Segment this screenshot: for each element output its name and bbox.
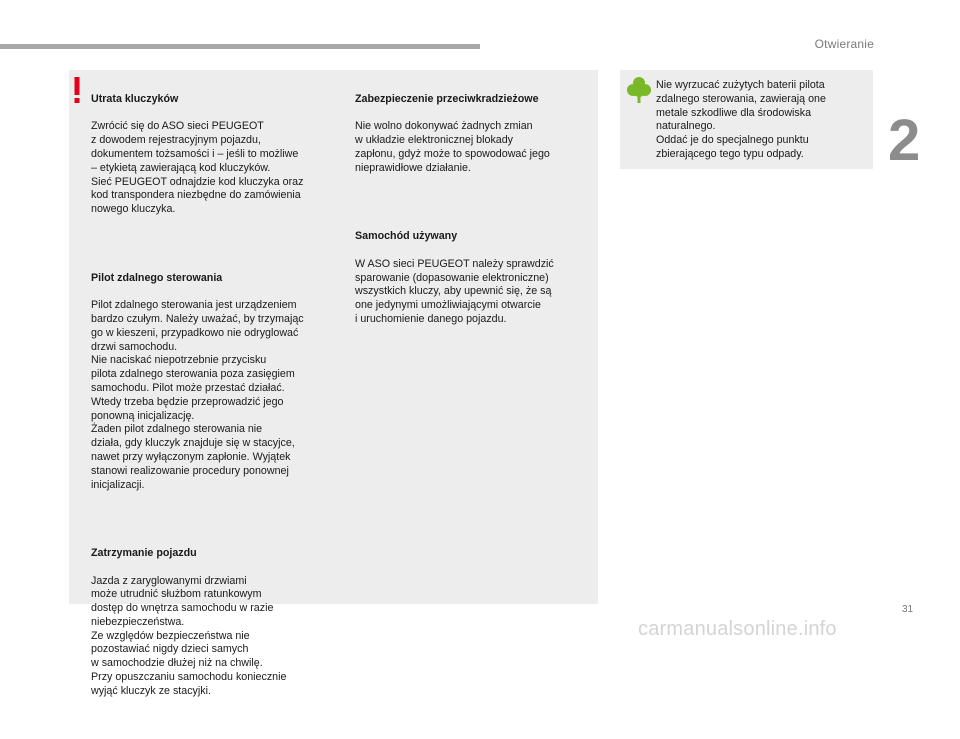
chapter-number: 2 [888, 108, 921, 173]
top-rule [0, 44, 480, 49]
vehicle-stop-block [91, 533, 341, 712]
remote-control-text: Pilot zdalnego sterowania jest urządzeniem bardzo czułym. Należy uważać, by trzymając go w kieszeni, przypadkowo nie odryglować drzwi samochodu. Nie naciskać niepotrzebnie przycisku pilota zdalnego sterowania poza zasięgiem samochodu. Pilot może przestać działać. Wtedy trzeba będzie przeprowadzić jego ponowną inicjalizację. Żaden pilot zdalnego sterowania nie działa, gdy kluczyk znajduje się w stacyjce, nawet przy wyłączonym zapłonie. Wyjątek stanowi realizowanie procedury ponownej inicjalizacji. [91, 299, 304, 491]
used-car-block [355, 216, 590, 340]
remote-control-title: Pilot zdalnego sterowania [91, 271, 223, 284]
remote-control-block [91, 258, 341, 506]
tree-icon [627, 77, 651, 103]
eco-note [656, 79, 868, 162]
lost-keys-text: Zwrócić się do ASO sieci PEUGEOT z dowodem rejestracyjnym pojazdu, dokumentem tożsamości i – jeśli to możliwe – etykietą zawierającą kod kluczyków. Sieć PEUGEOT odnajdzie kod kluczyka oraz kod transpondera niezbędne do zamówienia nowego kluczyka. [91, 120, 304, 216]
anti-theft-title: Zabezpieczenie przeciwkradzieżowe [355, 92, 539, 105]
middle-column [355, 79, 590, 368]
anti-theft-text: Nie wolno dokonywać żadnych zmian w układzie elektronicznej blokady zapłonu, gdyż może to spowodować jego nieprawidłowe działanie. [355, 120, 550, 174]
lost-keys-title: Utrata kluczyków [91, 92, 179, 105]
lost-keys-block [91, 79, 341, 231]
page-number: 31 [902, 604, 914, 615]
vehicle-stop-title: Zatrzymanie pojazdu [91, 546, 197, 559]
anti-theft-block [355, 79, 590, 189]
exclamation-icon [73, 77, 81, 103]
used-car-text: W ASO sieci PEUGEOT należy sprawdzić sparowanie (dopasowanie elektroniczne) wszystkich kluczy, aby upewnić się, że są one jedynymi umożliwiającymi otwarcie i uruchomienie danego pojazdu. [355, 257, 554, 325]
section-title: Otwieranie [814, 37, 874, 51]
eco-note-text: Nie wyrzucać zużytych baterii pilota zdalnego sterowania, zawierają one metale szkodliwe dla środowiska naturalnego. Oddać je do specjalnego punktu zbierającego tego typu odpady. [656, 79, 826, 160]
warning-column [91, 79, 341, 739]
vehicle-stop-text: Jazda z zaryglowanymi drzwiami może utrudnić służbom ratunkowym dostęp do wnętrza samochodu w razie niebezpieczeństwa. Ze względów bezpieczeństwa nie pozostawiać nigdy dzieci samych w samochodzie dłużej niż na chwilę. Przy opuszczaniu samochodu koniecznie wyjąć kluczyk ze stacyjki. [91, 574, 287, 697]
used-car-title: Samochód używany [355, 230, 458, 243]
watermark: carmanualsonline.info [638, 618, 837, 640]
